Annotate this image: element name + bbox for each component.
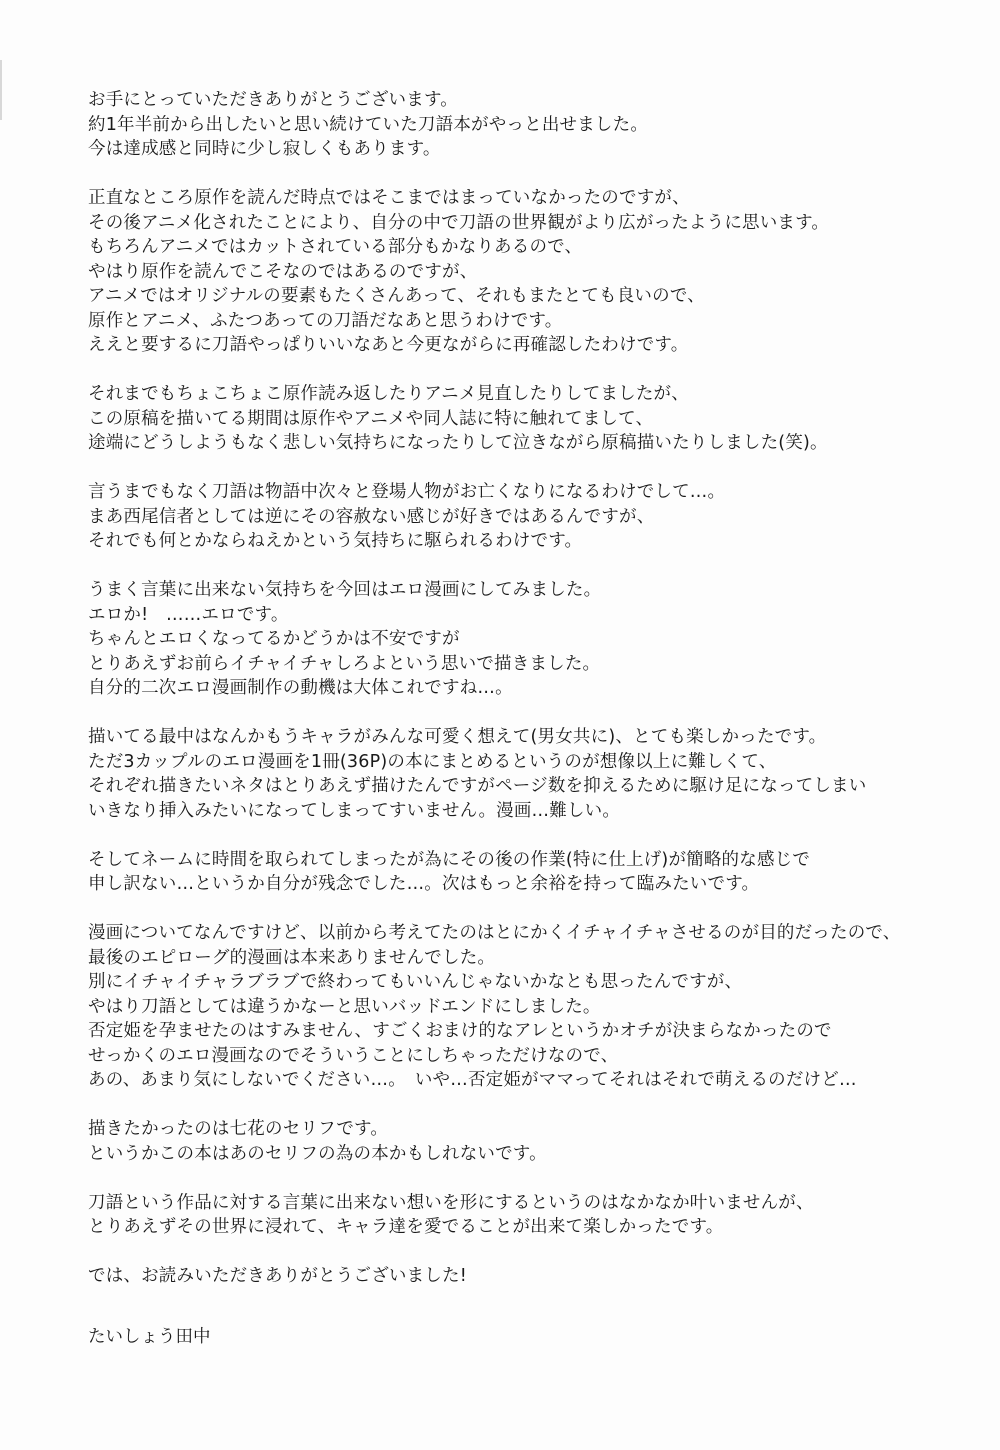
- text-line: というかこの本はあのセリフの為の本かもしれないです。: [88, 1143, 547, 1164]
- paragraph-gap: [88, 823, 968, 848]
- author-signature: たいしょう田中: [88, 1327, 211, 1347]
- text-line: 申し訳ない…というか自分が残念でした…。次はもっと余裕を持って臨みたいです。: [88, 874, 760, 894]
- text-line: あの、あまり気にしないでください…。 いや…否定姫がママってそれはそれで萌えるのだけど…: [88, 1070, 857, 1090]
- text-line: やはり原作を読んでこそなのではあるのですが、: [88, 261, 478, 282]
- text-line: とりあえずその世界に浸れて、キャラ達を愛でることが出来て楽しかったです。: [88, 1217, 724, 1237]
- text-line: 漫画についてなんですけど、以前から考えてたのはとにかくイチャイチャさせるのが目的だったので、: [88, 923, 901, 943]
- text-line: 刀語という作品に対する言葉に出来ない想いを形にするというのはなかなか叶いませんが、: [88, 1192, 814, 1213]
- paragraph-gap: [88, 1093, 968, 1118]
- afterword-body: [88, 88, 968, 1289]
- text-line: もちろんアニメではカットされている部分もかなりあるので、: [88, 237, 583, 257]
- text-line: 最後のエピローグ的漫画は本来ありませんでした。: [88, 947, 496, 968]
- text-line: アニメではオリジナルの要素もたくさんあって、それもまたとても良いので、: [88, 286, 705, 306]
- paragraph-epilogue: [88, 921, 968, 1093]
- text-line: 別にイチャイチャラブラブで終わってもいいんじゃないかなとも思ったんですが、: [88, 972, 743, 992]
- text-line: 言うまでもなく刀語は物語中次々と登場人物がお亡くなりになるわけでして…。: [88, 482, 726, 502]
- text-line: 今は達成感と同時に少し寂しくもあります。: [88, 139, 441, 159]
- text-line: では、お読みいただきありがとうございました!: [88, 1266, 467, 1286]
- text-line: 自分的二次エロ漫画制作の動機は大体これですね…。: [88, 678, 513, 698]
- paragraph-gap: [88, 456, 968, 481]
- text-line: 正直なところ原作を読んだ時点ではそこまではまっていなかったのですが、: [88, 188, 690, 208]
- text-line: 途端にどうしようもなく悲しい気持ちになったりして泣きながら原稿描いたりしました(笑)。: [88, 433, 828, 453]
- paragraph-gap: [88, 162, 968, 187]
- text-line: うまく言葉に出来ない気持ちを今回はエロ漫画にしてみました。: [88, 580, 602, 600]
- text-line: お手にとっていただきありがとうございます。: [88, 90, 458, 110]
- text-line: それでも何とかならねえかという気持ちに駆られるわけです。: [88, 531, 583, 551]
- text-line: 原作とアニメ、ふたつあっての刀語だなあと思うわけです。: [88, 310, 563, 331]
- text-line: 描きたかったのは七花のセリフです。: [88, 1119, 389, 1139]
- paragraph-greeting: [88, 88, 968, 162]
- text-line: やはり刀語としては違うかなーと思いバッドエンドにしました。: [88, 996, 601, 1017]
- paragraph-original-vs-anime: [88, 186, 968, 358]
- paragraph-rereading: [88, 382, 968, 456]
- text-line: ちゃんとエロくなってるかどうかは不安ですが: [88, 629, 460, 649]
- paragraph-gap: [88, 1166, 968, 1191]
- paragraph-gap: [88, 358, 968, 383]
- text-line: とりあえずお前らイチャイチャしろよという思いで描きました。: [88, 653, 601, 674]
- text-line: せっかくのエロ漫画なのでそういうことにしちゃっただけなので、: [88, 1045, 619, 1066]
- page-edge-mark: [0, 60, 2, 120]
- paragraph-gap: [88, 554, 968, 579]
- text-line: そしてネームに時間を取られてしまったが為にその後の作業(特に仕上げ)が簡略的な感じで: [88, 849, 811, 870]
- text-line: まあ西尾信者としては逆にその容赦ない感じが好きではあるんですが、: [88, 506, 655, 527]
- paragraph-closing: [88, 1264, 968, 1289]
- text-line: その後アニメ化されたことにより、自分の中で刀語の世界観がより広がったように思います。: [88, 212, 830, 233]
- text-line: ええと要するに刀語やっぱりいいなあと今更ながらに再確認したわけです。: [88, 335, 689, 355]
- paragraph-gap: [88, 701, 968, 726]
- paragraph-motivation: [88, 578, 968, 701]
- text-line: この原稿を描いてる期間は原作やアニメや同人誌に特に触れてまして、: [88, 408, 654, 429]
- paragraph-finishing: [88, 848, 968, 897]
- paragraph-gap: [88, 897, 968, 922]
- paragraph-gap: [88, 1240, 968, 1265]
- text-line: 描いてる最中はなんかもうキャラがみんな可愛く想えて(男女共に)、とても楽しかったです。: [88, 727, 827, 747]
- text-line: ただ3カップルのエロ漫画を1冊(36P)の本にまとめるというのが想像以上に難しくて、: [88, 751, 777, 772]
- paragraph-characters: [88, 480, 968, 554]
- text-line: 否定姫を孕ませたのはすみません、すごくおまけ的なアレというかオチが決まらなかったので: [88, 1021, 832, 1041]
- text-line: それまでもちょこちょこ原作読み返したりアニメ見直したりしてましたが、: [88, 384, 689, 404]
- text-line: エロか! ……エロです。: [88, 604, 289, 625]
- paragraph-feelings: [88, 1191, 968, 1240]
- text-line: それぞれ描きたいネタはとりあえず描けたんですがページ数を抑えるために駆け足になってしまい: [88, 776, 867, 796]
- text-line: いきなり挿入みたいになってしまってすいません。漫画…難しい。: [88, 800, 621, 821]
- paragraph-line-quote: [88, 1117, 968, 1166]
- paragraph-drawing: [88, 725, 968, 823]
- text-line: 約1年半前から出したいと思い続けていた刀語本がやっと出せました。: [88, 114, 649, 135]
